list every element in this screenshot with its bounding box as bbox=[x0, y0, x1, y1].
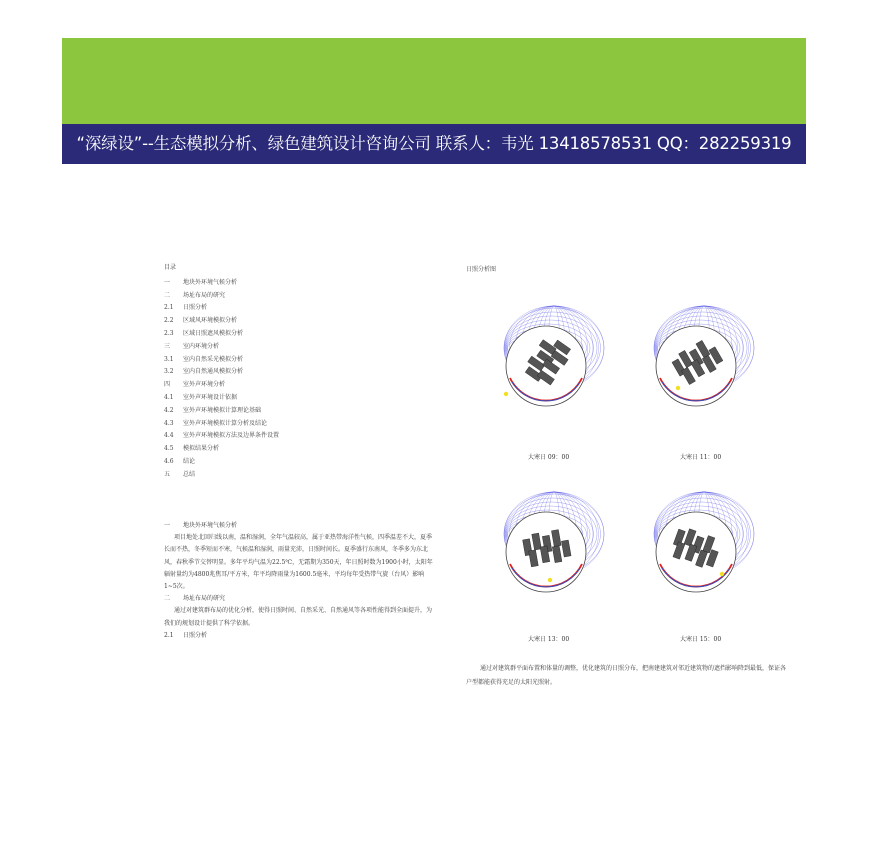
sunpath-diagram-4 bbox=[646, 484, 756, 604]
toc-item bbox=[164, 366, 434, 379]
toc-item bbox=[164, 456, 434, 469]
sun-marker bbox=[720, 572, 724, 576]
sunpath-diagram-2 bbox=[646, 298, 756, 418]
section-heading-1 bbox=[164, 520, 436, 532]
toc-item-number: 4.2 bbox=[164, 406, 174, 414]
toc-item-number: 五 bbox=[164, 470, 171, 478]
toc-item-title: 室外声环境设计依据 bbox=[183, 393, 238, 401]
section-title: 场址布局的研究 bbox=[183, 595, 226, 603]
toc-item-number: 4.5 bbox=[164, 445, 174, 453]
conclusion-paragraph: 通过对建筑群平面布置和体量的调整，优化建筑的日照分布，把南建建筑对邻近建筑物的遮挡影响降到最低，保证各户型都能获得充足的太阳光照射。 bbox=[466, 665, 787, 686]
toc-item-title: 室内自然采光模拟分析 bbox=[183, 355, 244, 363]
toc-item-number: 4.4 bbox=[164, 432, 174, 440]
sunpath-group bbox=[654, 492, 754, 592]
section-title: 日照分析 bbox=[183, 631, 208, 639]
toc-item-title: 区域风环境模拟分析 bbox=[183, 317, 238, 325]
toc-item-number: 3.1 bbox=[164, 355, 174, 363]
toc-item bbox=[164, 302, 434, 315]
sun-analysis-heading: 日照分析图 bbox=[466, 266, 497, 273]
diagram-caption-4: 大寒日 15：00 bbox=[680, 636, 722, 643]
toc-item-number: 4.6 bbox=[164, 457, 174, 465]
section-heading-2-1 bbox=[164, 630, 436, 642]
sun-marker bbox=[676, 386, 680, 390]
toc-item bbox=[164, 418, 434, 431]
toc-item-title: 室内自然通风模拟分析 bbox=[183, 368, 244, 376]
toc-heading: 目录 bbox=[164, 264, 177, 271]
toc-item-title: 场址布局的研究 bbox=[183, 291, 226, 299]
toc-item-title: 室内环境分析 bbox=[183, 342, 220, 350]
toc-item-number: 2.2 bbox=[164, 317, 174, 325]
sunpath-diagram-3 bbox=[496, 484, 606, 604]
toc-item-title: 区域日照遮风模拟分析 bbox=[183, 329, 244, 337]
sun-marker bbox=[504, 392, 508, 396]
toc-item bbox=[164, 290, 434, 303]
toc-item-number: 一 bbox=[164, 278, 171, 286]
conclusion-text bbox=[466, 662, 786, 690]
sunpath-group bbox=[504, 306, 604, 406]
section-heading-2 bbox=[164, 593, 436, 605]
toc-item-title: 室外声环境分析 bbox=[183, 381, 226, 389]
toc-item-number: 二 bbox=[164, 291, 171, 299]
toc-item bbox=[164, 405, 434, 418]
sun-marker bbox=[548, 578, 552, 582]
toc-item bbox=[164, 341, 434, 354]
banner-text: “深绿设”--生态模拟分析、绿色建筑设计咨询公司 联系人：韦光 13418578531 QQ：282259319 bbox=[76, 134, 792, 153]
table-of-contents bbox=[164, 262, 434, 482]
diagram-caption-1: 大寒日 09：00 bbox=[528, 454, 570, 461]
body-text-block bbox=[164, 520, 436, 642]
toc-item-title: 室外声环境模拟计算理论基础 bbox=[183, 406, 262, 414]
toc-item-title: 室外声环境模拟计算分析及结论 bbox=[183, 419, 268, 427]
toc-item bbox=[164, 277, 434, 290]
toc-item-title: 总结 bbox=[183, 470, 196, 478]
section-number: 一 bbox=[164, 522, 171, 529]
toc-item-number: 3.2 bbox=[164, 368, 174, 376]
toc-item bbox=[164, 328, 434, 341]
toc-item-number: 四 bbox=[164, 381, 171, 389]
sunpath-diagram-1 bbox=[496, 298, 606, 418]
toc-item bbox=[164, 469, 434, 482]
toc-item-number: 2.3 bbox=[164, 329, 174, 337]
toc-item bbox=[164, 443, 434, 456]
toc-item-title: 地块外环境气候分析 bbox=[183, 278, 238, 286]
banner-green-band bbox=[62, 38, 806, 124]
toc-list bbox=[164, 277, 434, 482]
section-paragraph-1: 项目地处北回归线以南，温和湿润，全年气温较高，属于亚热带海洋性气候，四季温差不大，夏季长而不热，冬季短而不寒，气候温和湿润，雨量充沛，日照时间长。夏季盛行东南风，冬季多为东北风，春秋季节交替明显。多年平均气温为22.5℃，无霜期为350天，年日照时数为1900小时，太阳年辐射量约为4800兆焦耳/平方米，年平均降雨量为1600.5毫米，平均每年受热带气旋（台风）影响1~5次。 bbox=[164, 534, 433, 591]
toc-item bbox=[164, 430, 434, 443]
toc-item bbox=[164, 379, 434, 392]
toc-item-title: 日照分析 bbox=[183, 304, 208, 312]
diagram-caption-3: 大寒日 13：00 bbox=[528, 636, 570, 643]
toc-item-title: 室外声环境模拟方法及边界条件设置 bbox=[183, 432, 280, 440]
toc-item bbox=[164, 354, 434, 367]
sunpath-group bbox=[504, 492, 604, 592]
toc-item-number: 2.1 bbox=[164, 304, 174, 312]
toc-item bbox=[164, 392, 434, 405]
sunpath-group bbox=[654, 306, 754, 406]
toc-item-number: 4.3 bbox=[164, 419, 174, 427]
section-paragraph-2: 通过对建筑群布局的优化分析，使得日照时间、自然采光、自然通风等各项性能得到全面提升，为我们的规划设计提供了科学依据。 bbox=[164, 607, 433, 627]
toc-item-title: 结论 bbox=[183, 457, 196, 465]
toc-item-number: 4.1 bbox=[164, 393, 174, 401]
toc-item-title: 模拟结果分析 bbox=[183, 445, 220, 453]
toc-item-number: 三 bbox=[164, 342, 171, 350]
banner-contact-strip bbox=[62, 124, 806, 164]
toc-item bbox=[164, 315, 434, 328]
diagram-caption-2: 大寒日 11：00 bbox=[680, 454, 722, 461]
section-number: 2.1 bbox=[164, 631, 174, 639]
section-title: 地块外环境气候分析 bbox=[183, 522, 238, 529]
section-number: 二 bbox=[164, 595, 171, 603]
